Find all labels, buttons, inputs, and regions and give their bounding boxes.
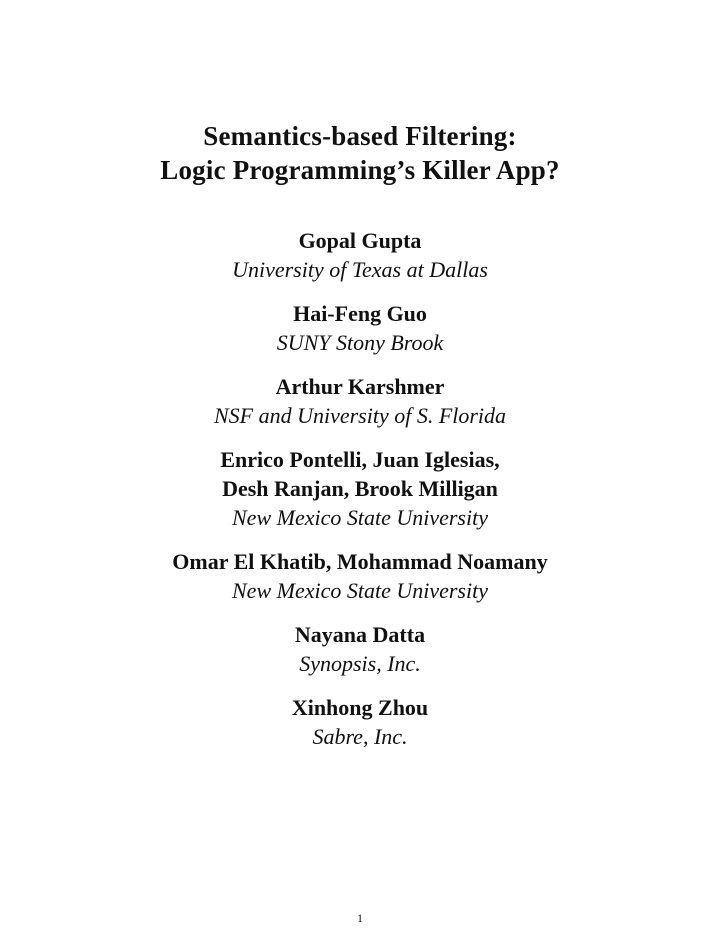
author-block-datta: [0, 620, 720, 678]
author-name: Nayana Datta: [294, 622, 426, 647]
page-number: 1: [357, 911, 363, 925]
author-affiliation: NSF and University of S. Florida: [213, 403, 507, 428]
author-name: Omar El Khatib, Mohammad Noamany: [172, 549, 548, 574]
author-block-gupta: [0, 226, 720, 284]
author-name: Arthur Karshmer: [275, 374, 445, 399]
author-name: Xinhong Zhou: [291, 695, 429, 720]
author-block-karshmer: [0, 372, 720, 430]
author-name: Gopal Gupta: [298, 228, 422, 253]
author-block-guo: [0, 299, 720, 357]
author-block-zhou: [0, 693, 720, 751]
author-name: Desh Ranjan, Brook Milligan: [222, 476, 498, 501]
author-affiliation: Synopsis, Inc.: [299, 651, 421, 676]
author-block-khatib-noamany: [0, 547, 720, 605]
paper-title: [0, 119, 720, 187]
title-line-2: Logic Programming’s Killer App?: [160, 155, 560, 185]
author-affiliation: New Mexico State University: [232, 505, 488, 530]
author-affiliation: SUNY Stony Brook: [276, 330, 444, 355]
author-affiliation: Sabre, Inc.: [312, 724, 408, 749]
author-name: Hai-Feng Guo: [293, 301, 427, 326]
author-affiliation: New Mexico State University: [232, 578, 488, 603]
author-name: Enrico Pontelli, Juan Iglesias,: [220, 447, 500, 472]
title-line-1: Semantics-based Filtering:: [203, 121, 517, 151]
author-list: [0, 226, 720, 766]
author-affiliation: University of Texas at Dallas: [232, 257, 488, 282]
author-block-nmsu-group: [0, 445, 720, 532]
